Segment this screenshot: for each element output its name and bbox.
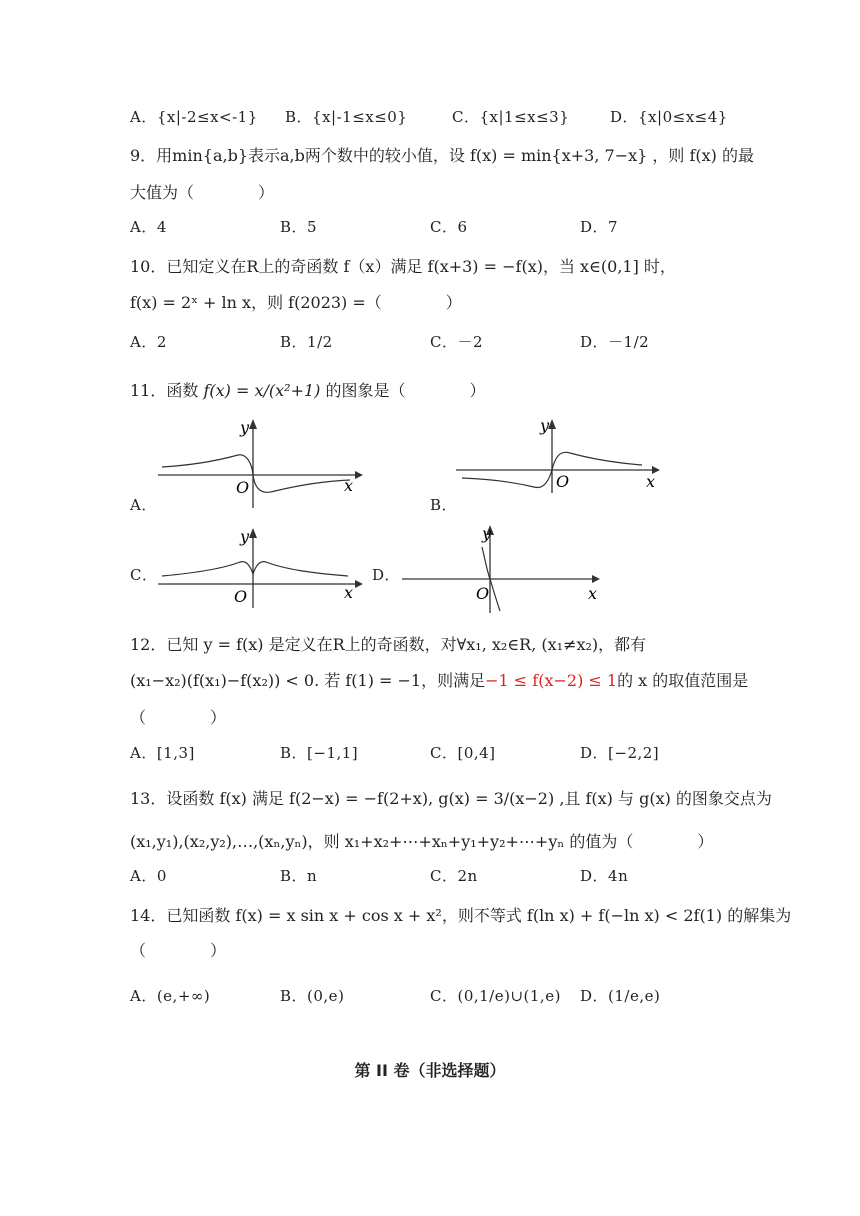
q11-option-d-label: D． <box>372 566 401 584</box>
q11-function: f(x) = x/(x²+1) <box>203 381 321 400</box>
q11-stem-pre: 11．函数 <box>130 381 199 400</box>
q12-stem-line1: 12．已知 y = f(x) 是定义在R上的奇函数，对∀x₁, x₂∈R, (x₁≠x₂)，都有 <box>130 635 647 654</box>
q11-option-b-label: B． <box>430 496 458 514</box>
y-axis-label: y <box>240 418 250 437</box>
q13-stem-line1: 13．设函数 f(x) 满足 f(2−x) = −f(2+x), g(x) = 3/(x−2) ,且 f(x) 与 g(x) 的图象交点为 <box>130 789 772 808</box>
x-axis-label: x <box>588 584 598 603</box>
q12-option-d: D．[−2,2] <box>580 744 660 762</box>
q13-option-a: A．0 <box>130 867 167 885</box>
q13-option-d: D．4n <box>580 867 629 885</box>
q9-stem-line1: 9．用min{a,b}表示a,b两个数中的较小值，设 f(x) = min{x+3, 7−x} ，则 f(x) 的最 <box>130 146 754 165</box>
q10-option-a: A．2 <box>130 333 167 351</box>
q14-option-d: D．(1/e,e) <box>580 987 661 1005</box>
q10-stem-line1: 10．已知定义在R上的奇函数 f（x）满足 f(x+3) = −f(x)，当 x∈(0,1] 时， <box>130 257 676 276</box>
q12-option-c: C．[0,4] <box>430 744 496 762</box>
q10-option-c: C．－2 <box>430 333 484 351</box>
y-axis-label: y <box>540 416 550 435</box>
q8-option-a: A．{x|-2≤x<-1} <box>130 108 258 126</box>
q11-stem-post: 的图象是（ ） <box>325 381 486 400</box>
q9-option-a: A．4 <box>130 218 167 236</box>
q9-option-d: D．7 <box>580 218 619 236</box>
q13-stem-line2: (x₁,y₁),(x₂,y₂),…,(xₙ,yₙ)，则 x₁+x₂+⋯+xₙ+y₁+y₂+⋯+yₙ 的值为（ ） <box>130 832 714 851</box>
q14-option-b: B．(0,e) <box>280 987 345 1005</box>
q8-option-d: D．{x|0≤x≤4} <box>610 108 728 126</box>
q14-option-a: A．(e,+∞) <box>130 987 211 1005</box>
q12-stem-line3: （ ） <box>130 708 227 727</box>
q9-stem-line2: 大值为（ ） <box>130 183 275 202</box>
origin-label: O <box>476 584 490 603</box>
q11-graph-c <box>150 524 365 609</box>
q11-graph-d <box>398 521 608 616</box>
x-axis-label: x <box>344 476 354 495</box>
q13-option-b: B．n <box>280 867 318 885</box>
q12-option-a: A．[1,3] <box>130 744 195 762</box>
y-axis-label: y <box>240 527 250 546</box>
q12-stem-line2-post: 的 x 的取值范围是 <box>617 671 749 690</box>
q8-option-c: C．{x|1≤x≤3} <box>452 108 570 126</box>
y-axis-label: y <box>482 524 492 543</box>
q12-highlight-condition: −1 ≤ f(x−2) ≤ 1 <box>485 671 618 690</box>
q10-stem-line2: f(x) = 2ˣ + ln x，则 f(2023) =（ ） <box>130 293 462 312</box>
q12-stem-line2-pre: (x₁−x₂)(f(x₁)−f(x₂)) < 0. 若 f(1) = −1，则满足 <box>130 671 486 690</box>
origin-label: O <box>556 472 570 491</box>
q13-option-c: C．2n <box>430 867 478 885</box>
q10-option-d: D．－1/2 <box>580 333 650 351</box>
q14-option-c: C．(0,1/e)∪(1,e) <box>430 987 561 1005</box>
x-axis-label: x <box>344 583 354 602</box>
x-axis-label: x <box>646 472 656 491</box>
q9-option-c: C．6 <box>430 218 468 236</box>
q14-stem-line1: 14．已知函数 f(x) = x sin x + cos x + x²，则不等式 f(ln x) + f(−ln x) < 2f(1) 的解集为 <box>130 906 792 925</box>
q10-option-b: B．1/2 <box>280 333 333 351</box>
q12-option-b: B．[−1,1] <box>280 744 359 762</box>
q11-option-a-label: A． <box>130 496 157 514</box>
q14-stem-line2: （ ） <box>130 941 227 960</box>
section-title: 第 II 卷（非选择题） <box>354 1061 506 1080</box>
q11-graph-a <box>150 415 365 510</box>
origin-label: O <box>236 478 250 497</box>
q11-graph-b <box>452 415 667 495</box>
q11-option-c-label: C． <box>130 566 158 584</box>
q8-option-b: B．{x|-1≤x≤0} <box>285 108 408 126</box>
q11-stem <box>130 378 486 401</box>
q12-stem-line2 <box>130 668 748 691</box>
q9-option-b: B．5 <box>280 218 318 236</box>
origin-label: O <box>234 587 248 606</box>
